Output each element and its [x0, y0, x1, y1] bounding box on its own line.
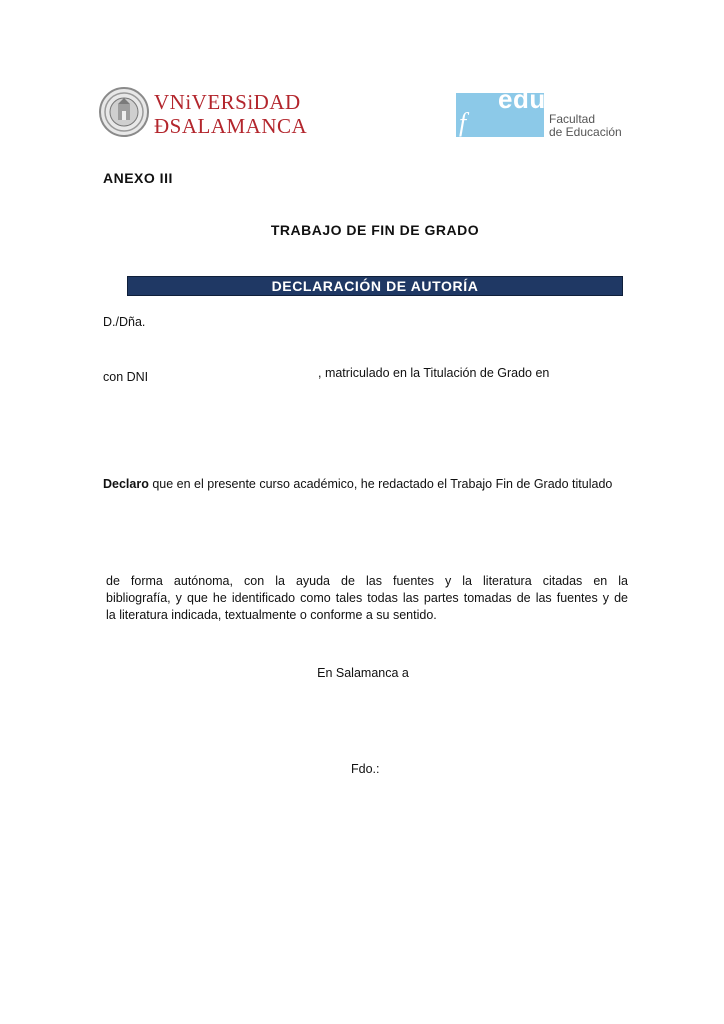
- university-name-line1: VNiVERSiDAD: [154, 90, 301, 114]
- declaration-banner: DECLARACIÓN DE AUTORÍA: [127, 276, 623, 296]
- name-label: D./Dña.: [103, 315, 146, 329]
- declaro-bold: Declaro: [103, 477, 149, 491]
- annex-heading: ANEXO III: [103, 170, 173, 186]
- declaration-paragraph: [106, 573, 628, 624]
- faculty-name-line2: de Educación: [549, 125, 622, 139]
- enrolled-text: , matriculado en la Titulación de Grado en: [318, 366, 550, 380]
- declaration-sentence: [103, 477, 612, 491]
- paragraph-line-1: de forma autónoma, con la ayuda de las fuentes y la literatura citadas en la: [106, 574, 628, 588]
- university-seal-icon: [98, 86, 150, 138]
- document-title: TRABAJO DE FIN DE GRADO: [270, 222, 480, 238]
- faculty-name: [549, 113, 622, 139]
- faculty-edu-word: edu: [498, 84, 546, 114]
- place-date-line: En Salamanca a: [317, 666, 409, 680]
- paragraph-line-3: la literatura indicada, textualmente o conforme a su sentido.: [106, 608, 437, 622]
- signature-line: Fdo.:: [351, 762, 380, 776]
- dni-label: con DNI: [103, 370, 149, 384]
- university-logo: [154, 92, 307, 137]
- university-name-line2: ÐSALAMANCA: [154, 114, 308, 138]
- faculty-f-mark: f: [459, 108, 467, 137]
- paragraph-line-2: bibliografía, y que he identificado como tales todas las partes tomadas de las fuentes y de: [106, 591, 628, 605]
- declaro-rest: que en el presente curso académico, he redactado el Trabajo Fin de Grado titulado: [148, 477, 613, 491]
- faculty-name-line1: Facultad: [549, 112, 596, 126]
